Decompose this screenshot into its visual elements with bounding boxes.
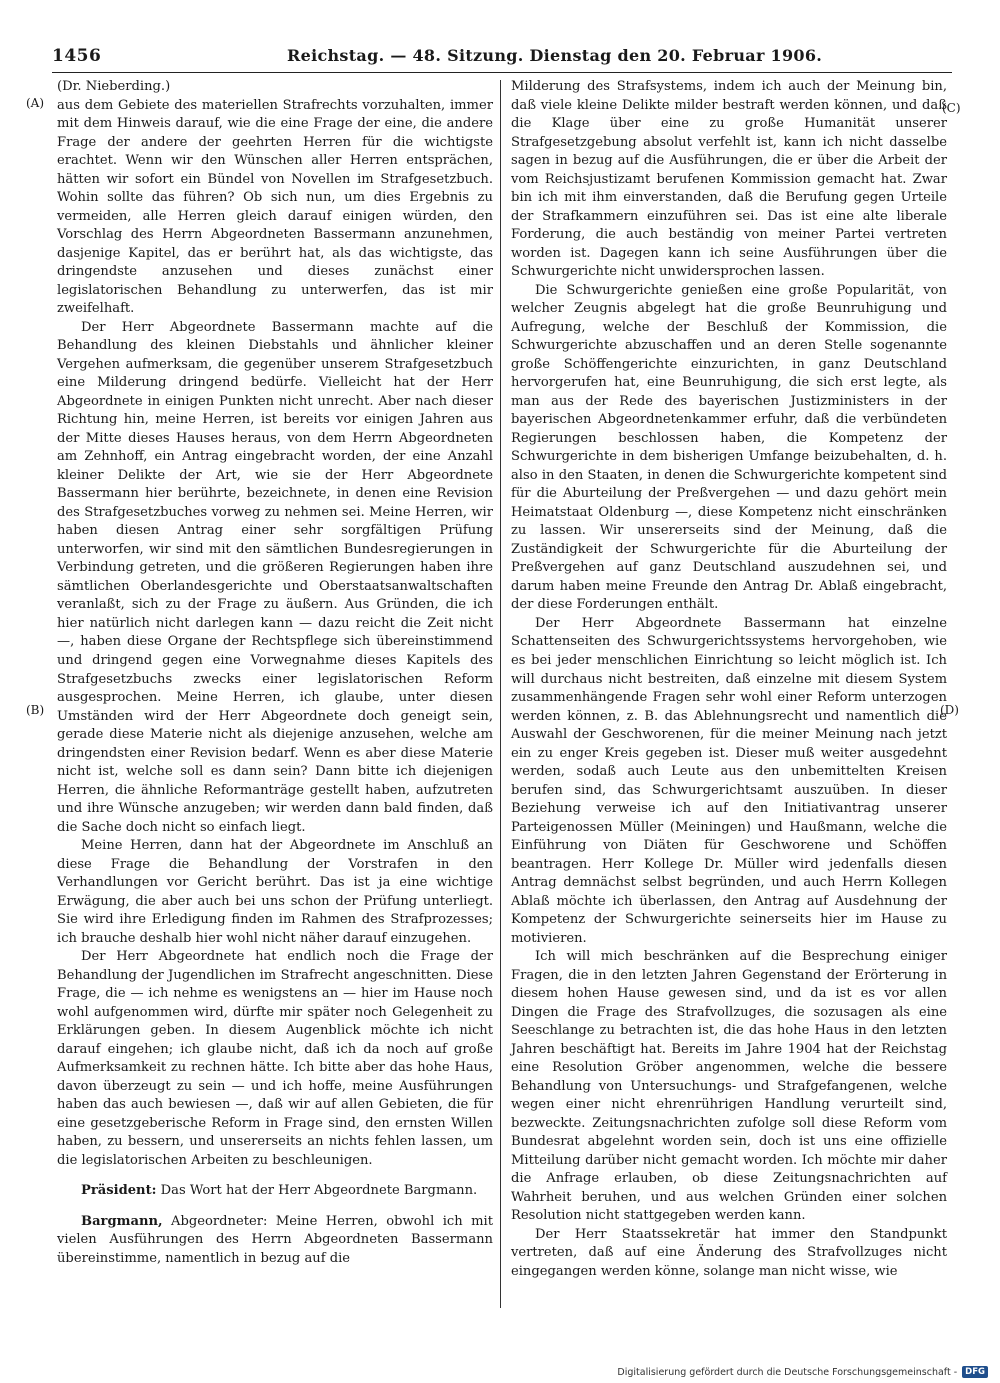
paragraph-bargmann	[57, 1213, 493, 1269]
dfg-logo-icon: DFG	[962, 1366, 988, 1378]
speaker-name: Bargmann,	[81, 1213, 163, 1229]
paragraph: aus dem Gebiete des materiellen Strafrechts vorzuhalten, immer mit dem Hinweis darauf, wie die eine Frage der eine, die andere Frage der andere der geehrten Herren für die wichtigste erachtet. Wenn wir den Wünschen aller Herren entsprächen, hätten wir sofort ein Bündel von Novellen im Strafgesetzbuch. Wohin sollte das führen? Ob sich nun, um dies Ergebnis zu vermeiden, alle Herren gleich darauf einigen würden, den Vorschlag des Herrn Abgeordneten Bassermann anzunehmen, dasjenige Kapitel, das er berührt hat, als das wichtigste, das dringendste anzusehen und dieses zunächst einer legislatorischen Behandlung zu unterwerfen, das ist mir zweifelhaft.	[57, 97, 493, 317]
paragraph: Milderung des Strafsystems, indem ich auch der Meinung bin, daß viele kleine Delikte milder bestraft werden können, und daß die Klage über eine zu große Humanität unserer Strafgesetzgebung absolut verfehlt ist, kann ich nicht dasselbe sagen in bezug auf die Ausführungen, die er über die Arbeit der vom Reichsjustizamt berufenen Kommission gemacht hat. Zwar bin ich mit ihm einverstanden, daß die Berufung gegen Urteile der Strafkammern einzuführen sei. Das ist eine alte liberale Forderung, die auch beständig von meiner Partei vertreten worden ist. Dagegen kann ich seine Ausführungen über die Schwurgerichte nicht unwidersprochen lassen.	[511, 79, 947, 280]
page-header	[52, 46, 952, 72]
speech-text: Das Wort hat der Herr Abgeordnete Bargmann.	[160, 1183, 478, 1199]
column-divider	[500, 80, 501, 1308]
paragraph-president	[57, 1182, 493, 1201]
margin-ref-a: (A)	[26, 96, 45, 110]
paragraph: Die Schwurgerichte genießen eine große Popularität, von welcher Zeugnis abgelegt hat die große Beunruhigung und Aufregung, welche der Beschluß der Kommission, die Schwurgerichte abzuschaffen und an deren Stelle sogenannte große Schöffengerichte einzurichten, in ganz Deutschland hervorgerufen hat, eine Beunruhigung, die sich erst legte, als man aus der Rede des bayerischen Justizministers in der bayerischen Abgeordnetenkammer erfuhr, daß die verbündeten Regierungen beschlossen haben, die Kompetenz der Schwurgerichte in dem bisherigen Umfange beizubehalten, d. h. also in den Staaten, in denen die Schwurgerichte kompetent sind für die Aburteilung der Preßvergehen — und dazu gehört mein Heimatstaat Oldenburg —, diese Kompetenz nicht einschränken zu lassen. Wir unsererseits sind der Meinung, daß die Zuständigkeit der Schwurgerichte für die Aburteilung der Preßvergehen auf ganz Deutschland auszudehnen sei, und darum haben meine Freunde den Antrag Dr. Ablaß eingebracht, der diese Forderungen enthält.	[511, 282, 947, 613]
left-column	[57, 78, 493, 1268]
paragraph: Meine Herren, dann hat der Abgeordnete im Anschluß an diese Frage die Behandlung der Vorstrafen in den Verhandlungen vor Gericht berührt. Das ist ja eine wichtige Erwägung, die aber auch bei uns schon der Prüfung unterliegt. Sie wird ihre Erledigung finden im Rahmen des Strafprozesses; ich brauche deshalb hier wohl nicht näher darauf einzugehen.	[57, 838, 493, 946]
margin-ref-d: (D)	[940, 703, 959, 717]
paragraph: Der Herr Abgeordnete hat endlich noch die Frage der Behandlung der Jugendlichen im Strafrecht angeschnitten. Diese Frage, die — ich nehme es wenigstens an — hier im Hause noch wohl aufgenommen wird, dürfte mir später noch Gelegenheit zu Erklärungen geben. In diesem Augenblick möchte ich nicht darauf eingehen; ich glaube nicht, daß ich da noch auf große Aufmerksamkeit zu rechnen hätte. Ich bitte aber das hohe Haus, davon überzeugt zu sein — und ich hoffe, meine Ausführungen haben das auch bewiesen —, daß wir auf allen Gebieten, die für eine gesetzgeberische Reform in Frage sind, den ernsten Willen haben, zu bessern, und unsererseits an nichts fehlen lassen, um die legislatorischen Arbeiten zu beschleunigen.	[57, 949, 493, 1168]
paragraph: Der Herr Abgeordnete Bassermann machte auf die Behandlung des kleinen Diebstahls und ähnlicher kleiner Vergehen aufmerksam, die gegenüber unserem Strafgesetzbuch eine Milderung dringend bedürfe. Vielleicht hat der Herr Abgeordnete in einigen Punkten nicht unrecht. Aber nach dieser Richtung hin, meine Herren, ist bereits vor einigen Jahren aus der Mitte dieses Hauses heraus, von dem Herrn Abgeordneten am Zehnhoff, ein Antrag eingebracht worden, der eine Anzahl kleiner Delikte der Art, wie sie der Herr Abgeordnete Bassermann hier berührte, bezeichnete, in denen eine Revision des Strafgesetzbuches vorweg zu nehmen sei. Meine Herren, wir haben diesen Antrag einer sehr sorgfältigen Prüfung unterworfen, wir sind mit den sämtlichen Bundesregierungen in Verbindung getreten, und die größeren Regierungen haben ihre sämtlichen Oberlandesgerichte und Oberstaatsanwaltschaften veranlaßt, sich zu der Frage zu äußern. Aus Gründen, die ich hier natürlich nicht darlegen kann — dazu reicht die Zeit nicht —, haben diese Organe der Rechtspflege sich übereinstimmend und dringend gegen eine Vorwegnahme dieses Kapitels des Strafgesetzbuchs zwecks einer legislatorischen Reform ausgesprochen. Meine Herren, ich glaube, unter diesen Umständen wird der Herr Abgeordnete doch geneigt sein, gerade diese Materie nicht als diejenige anzusehen, welche am dringendsten einer Revision bedarf. Wenn es aber diese Materie nicht ist, welche soll es dann sein? Dann bitte ich diejenigen Herren, die ähnliche Reformanträge gestellt haben, aufzutreten und ihre Wünsche anzugeben; wir werden dann bald finden, daß die Sache doch nicht so einfach liegt.	[57, 319, 493, 835]
speech-text: Abgeordneter: Meine Herren, obwohl ich mit vielen Ausführungen des Herrn Abgeordneten Bassermann übereinstimme, namentlich in bezug auf die	[57, 1213, 493, 1266]
header-rule	[52, 72, 952, 73]
speaker-name: Präsident:	[81, 1183, 157, 1199]
digitization-footer	[617, 1366, 988, 1378]
speaker-tag: (Dr. Nieberding.)	[57, 79, 171, 94]
footer-text: Digitalisierung gefördert durch die Deutsche Forschungsgemeinschaft -	[617, 1366, 958, 1378]
margin-ref-b: (B)	[26, 703, 45, 717]
paragraph: Ich will mich beschränken auf die Besprechung einiger Fragen, die in den letzten Jahren Gegenstand der Erörterung in diesem hohen Hause gewesen sind, und da ist es vor allen Dingen die Frage des Strafvollzuges, die sozusagen als eine Seeschlange zu betrachten ist, die das hohe Haus in den letzten Jahren beschäftigt hat. Bereits im Jahre 1904 hat der Reichstag eine Resolution Gröber angenommen, welche die bessere Behandlung von Untersuchungs- und Strafgefangenen, welche wegen einer nicht ehrenrührigen Handlung verurteilt sind, bezweckte. Zeitungsnachrichten zufolge soll diese Reform vom Bundesrat abgelehnt worden sein, doch ist uns eine offizielle Mitteilung darüber nicht gemacht worden. Ich möchte mir daher die Anfrage erlauben, ob diese Zeitungsnachrichten auf Wahrheit beruhen, und aus welchen Gründen einer solchen Resolution nicht stattgegeben werden kann.	[511, 949, 947, 1224]
paragraph: Der Herr Abgeordnete Bassermann hat einzelne Schattenseiten des Schwurgerichtssystems hervorgehoben, wie es bei jeder menschlichen Einrichtung so leicht möglich ist. Ich will durchaus nicht bestreiten, daß einzelne mit diesem System zusammenhängende Fragen sehr wohl einer Reform unterzogen werden können, z. B. das Ablehnungsrecht und namentlich die Auswahl der Geschworenen, für die meiner Meinung nach jetzt ein zu enger Kreis gegeben ist. Dieser muß weiter ausgedehnt werden, sodaß auch Leute aus den unbemittelten Kreisen berufen sind, das Schwurgerichtsamt auszuüben. In dieser Beziehung verweise ich auf den Initiativantrag unserer Parteigenossen Müller (Meiningen) und Haußmann, welche die Einführung von Diäten für Geschworene und Schöffen beantragen. Herr Kollege Dr. Müller wird jedenfalls diesen Antrag demnächst selbst begründen, und auch Herrn Kollegen Ablaß möchte ich überlassen, den Antrag auf Ausdehnung der Kompetenz der Schwurgerichte seinerseits hier im Hause zu motivieren.	[511, 615, 947, 946]
right-column	[511, 78, 947, 1282]
margin-ref-c: (C)	[942, 101, 961, 115]
running-title: Reichstag. — 48. Sitzung. Dienstag den 20. Februar 1906.	[287, 46, 823, 65]
page-number: 1456	[52, 46, 102, 66]
paragraph: Der Herr Staatssekretär hat immer den Standpunkt vertreten, daß auf eine Änderung des Strafvollzuges nicht eingegangen werden könne, solange man nicht wisse, wie	[511, 1226, 947, 1279]
